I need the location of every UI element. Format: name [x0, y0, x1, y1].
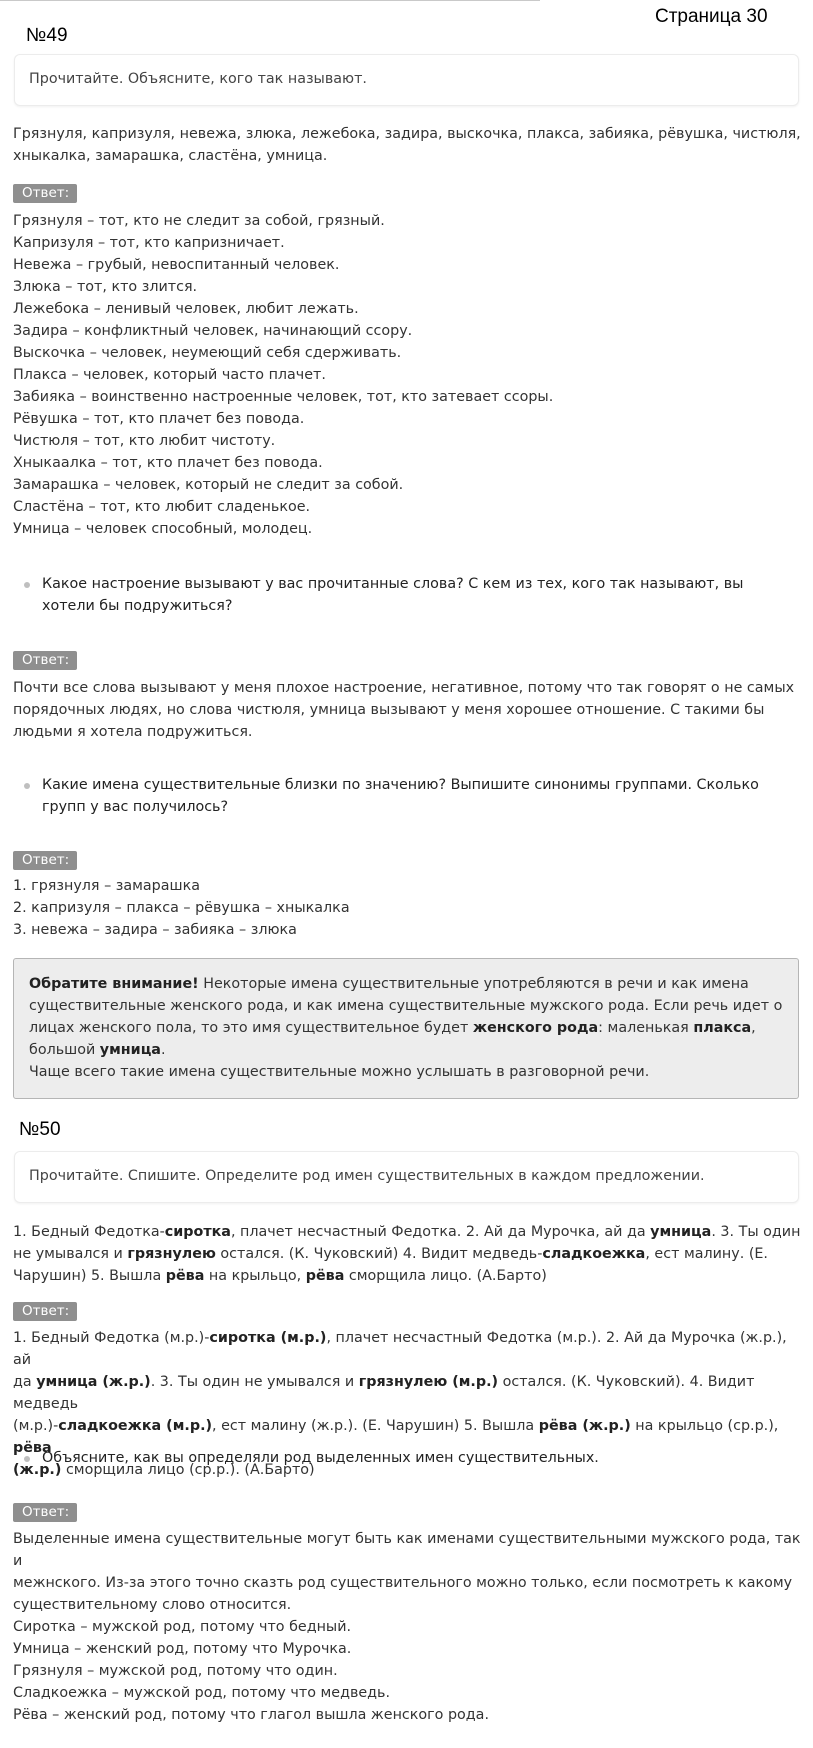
answer-line: людьми я хотела подружиться. [13, 724, 253, 740]
words-line: хныкалка, замарашка, сластёна, умница. [13, 148, 328, 164]
text-line: Чарушин) 5. Вышла рёва на крыльцо, рёва сморщила лицо. (А.Барто) [13, 1268, 547, 1284]
answer-line: Лежебока – ленивый человек, любит лежать. [13, 301, 359, 317]
answer-line: Выделенные имена существительные могут быть как именами существительными мужского рода, так и [13, 1531, 801, 1569]
note-line: существительные женского рода, и как имена существительные мужского рода. Если речь идет о [29, 998, 783, 1014]
answer-line: 1. Бедный Федотка (м.р.)-сиротка (м.р.), плачет несчастный Федотка (м.р.). 2. Ай да Мурочка (ж.р.), ай [13, 1330, 787, 1368]
exercise-50-task: Прочитайте. Спишите. Определите род имен существительных в каждом предложении. [14, 1151, 799, 1203]
answer-line: Сластёна – тот, кто любит сладенькое. [13, 499, 311, 515]
answer-3-list [13, 875, 803, 941]
note-line: большой умница. [29, 1042, 166, 1058]
answer-line: Рёвушка – тот, кто плачет без повода. [13, 411, 305, 427]
answer-line: Выскочка – человек, неумеющий себя сдерживать. [13, 345, 402, 361]
question-line: хотели бы подружиться? [42, 598, 233, 614]
answer-line: Умница – человек способный, молодец. [13, 521, 313, 537]
answer-badge: Ответ: [13, 1503, 77, 1522]
exercise-49-number: №49 [26, 25, 68, 46]
bullet-icon [24, 783, 30, 789]
answer-line: Капризуля – тот, кто капризничает. [13, 235, 285, 251]
text-line: не умывался и грязнулею остался. (К. Чуковский) 4. Видит медведь-сладкоежка, ест малину. (Е. [13, 1246, 768, 1262]
answer-line: Почти все слова вызывают у меня плохое настроение, негативное, потому что так говорят о не самых [13, 680, 795, 696]
answer-line: 2. капризуля – плакса – рёвушка – хныкалка [13, 900, 350, 916]
answer-line: 1. грязнуля – замарашка [13, 878, 200, 894]
attention-note [13, 958, 799, 1099]
question-line: групп у вас получилось? [42, 799, 229, 815]
answer-line: межнского. Из-за этого точно сказть род существительного можно только, если посмотреть к какому [13, 1575, 793, 1591]
note-line: Обратите внимание! Некоторые имена существительные употребляются в речи и как имена [29, 976, 749, 992]
answer-line: да умница (ж.р.). 3. Ты один не умывался и грязнулею (м.р.) остался. (К. Чуковский). 4. Видит медведь [13, 1374, 755, 1412]
answer-2-text [13, 677, 803, 743]
answer-line: Сиротка – мужской род, потому что бедный. [13, 1619, 352, 1635]
exercise-49-task: Прочитайте. Объясните, кого так называют. [14, 54, 799, 106]
answer-badge: Ответ: [13, 851, 77, 870]
answer-line: Грязнуля – тот, кто не следит за собой, грязный. [13, 213, 385, 229]
exercise-50-number: №50 [19, 1119, 61, 1140]
answer-line: порядочных людях, но слова чистюля, умница вызывают у меня хорошее отношение. С такими бы [13, 702, 765, 718]
answer-line: Чистюля – тот, кто любит чистоту. [13, 433, 276, 449]
top-divider [0, 0, 540, 1]
answer-line: Хныкаалка – тот, кто плачет без повода. [13, 455, 323, 471]
answer-line: Грязнуля – мужской род, потому что один. [13, 1663, 338, 1679]
bullet-icon [24, 1456, 30, 1462]
answer-line: (м.р.)-сладкоежка (м.р.), ест малину (ж.р.). (Е. Чарушин) 5. Вышла рёва (ж.р.) на крыльцо (ср.р.), рёва [13, 1418, 779, 1456]
question-2 [24, 573, 764, 617]
answer-line: существительному слово относится. [13, 1597, 292, 1613]
answer-line: Плакса – человек, который часто плачет. [13, 367, 326, 383]
answer-line: Рёва – женский род, потому что глагол вышла женского рода. [13, 1707, 489, 1723]
answer-line: Умница – женский род, потому что Мурочка. [13, 1641, 352, 1657]
answer-line: Замарашка – человек, который не следит за собой. [13, 477, 404, 493]
answer-line: (ж.р.) сморщила лицо (ср.р.). (А.Барто) [13, 1462, 315, 1478]
answer-line: Задира – конфликтный человек, начинающий ссору. [13, 323, 413, 339]
answer-line: Невежа – грубый, невоспитанный человек. [13, 257, 340, 273]
answer-badge: Ответ: [13, 1302, 77, 1321]
question-line: Объясните, как вы определяли род выделенных имен существительных. [42, 1450, 599, 1466]
words-line: Грязнуля, капризуля, невежа, злюка, лежебока, задира, выскочка, плакса, забияка, рёвушка, чистюля, [13, 126, 801, 142]
bullet-icon [24, 582, 30, 588]
answer-line: 3. невежа – задира – забияка – злюка [13, 922, 297, 938]
answer-badge: Ответ: [13, 184, 77, 203]
answer-1-list [13, 210, 803, 540]
text-line: 1. Бедный Федотка-сиротка, плачет несчастный Федотка. 2. Ай да Мурочка, ай да умница. 3. Ты один [13, 1224, 801, 1240]
note-line: лицах женского пола, то это имя существительное будет женского рода: маленькая плакса, [29, 1020, 756, 1036]
answer-badge: Ответ: [13, 651, 77, 670]
answer-line: Злюка – тот, кто злится. [13, 279, 198, 295]
page-label: Страница 30 [655, 6, 768, 27]
question-3 [24, 774, 764, 818]
answer-50-2-list [13, 1616, 803, 1726]
note-line: Чаще всего такие имена существительные можно услышать в разговорной речи. [29, 1064, 650, 1080]
exercise-50-text [13, 1221, 803, 1287]
answer-line: Сладкоежка – мужской род, потому что медведь. [13, 1685, 391, 1701]
answer-50-2 [13, 1528, 803, 1616]
exercise-49-words [13, 123, 803, 167]
question-50-2 [24, 1447, 764, 1469]
answer-line: Забияка – воинственно настроенные человек, тот, кто затевает ссоры. [13, 389, 554, 405]
question-line: Какие имена существительные близки по значению? Выпишите синонимы группами. Сколько [42, 777, 759, 793]
question-line: Какое настроение вызывают у вас прочитанные слова? С кем из тех, кого так называют, вы [42, 576, 744, 592]
